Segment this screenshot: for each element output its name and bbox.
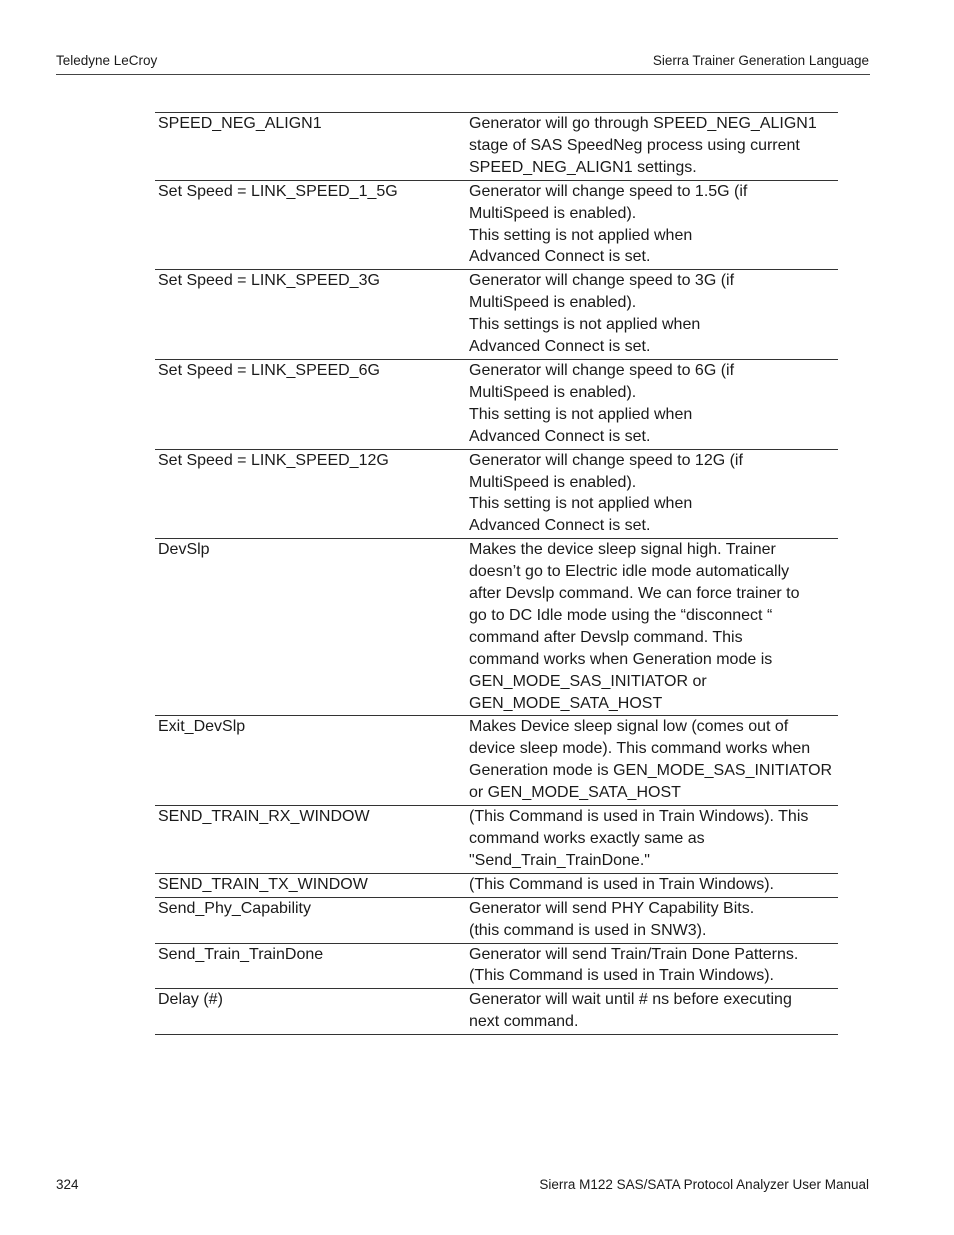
table-row bbox=[155, 897, 838, 943]
description-line: MultiSpeed is enabled). bbox=[469, 294, 637, 312]
description-line: This setting is not applied when bbox=[469, 405, 693, 423]
description-line: command works exactly same as bbox=[469, 830, 705, 847]
description-line: after Devslp command. We can force trainer to bbox=[469, 585, 800, 603]
table-row bbox=[155, 539, 838, 716]
description-cell bbox=[466, 989, 838, 1035]
command-cell: Send_Train_TrainDone bbox=[155, 943, 466, 989]
description-line: Generation mode is GEN_MODE_SAS_INITIATOR bbox=[469, 762, 833, 780]
description-line: command after Devslp command. This bbox=[469, 628, 743, 646]
command-table bbox=[155, 112, 838, 1035]
command-cell: SPEED_NEG_ALIGN1 bbox=[155, 113, 466, 181]
description-line: go to DC Idle mode using the “disconnect “ bbox=[469, 606, 773, 624]
manual-title: Sierra M122 SAS/SATA Protocol Analyzer User Manual bbox=[539, 1177, 869, 1192]
table-row bbox=[155, 180, 838, 270]
description-line: MultiSpeed is enabled). bbox=[469, 473, 637, 491]
description-cell bbox=[466, 873, 838, 897]
command-cell: Delay (#) bbox=[155, 989, 466, 1035]
description-line: Generator will go through SPEED_NEG_ALIGN1 bbox=[469, 115, 817, 132]
description-line: Advanced Connect is set. bbox=[469, 248, 651, 266]
description-line: SPEED_NEG_ALIGN1 settings. bbox=[469, 158, 697, 176]
command-table-body bbox=[155, 113, 838, 1035]
description-cell bbox=[466, 113, 838, 181]
description-cell bbox=[466, 180, 838, 270]
description-line: device sleep mode). This command works when bbox=[469, 740, 811, 758]
description-line: "Send_Train_TrainDone." bbox=[469, 851, 650, 869]
description-line: This setting is not applied when bbox=[469, 495, 693, 513]
description-line: Generator will change speed to 12G (if bbox=[469, 451, 743, 469]
description-line: GEN_MODE_SAS_INITIATOR or bbox=[469, 672, 707, 690]
table-row bbox=[155, 113, 838, 181]
description-cell bbox=[466, 897, 838, 943]
table-row bbox=[155, 943, 838, 989]
description-line: Generator will change speed to 1.5G (if bbox=[469, 182, 748, 200]
description-line: Generator will send PHY Capability Bits. bbox=[469, 899, 755, 917]
description-cell bbox=[466, 270, 838, 360]
command-cell: Set Speed = LINK_SPEED_3G bbox=[155, 270, 466, 360]
description-line: or GEN_MODE_SATA_HOST bbox=[469, 784, 681, 802]
table-row bbox=[155, 449, 838, 539]
description-line: doesn’t go to Electric idle mode automatically bbox=[469, 563, 790, 581]
description-line: Makes Device sleep signal low (comes out of bbox=[469, 718, 789, 736]
description-line: MultiSpeed is enabled). bbox=[469, 204, 637, 222]
header-section-title: Sierra Trainer Generation Language bbox=[652, 53, 869, 68]
description-cell bbox=[466, 539, 838, 716]
table-row bbox=[155, 806, 838, 874]
description-line: command works when Generation mode is bbox=[469, 650, 773, 668]
description-line: (This Command is used in Train Windows). bbox=[469, 967, 774, 985]
description-cell bbox=[466, 449, 838, 539]
table-row bbox=[155, 989, 838, 1035]
description-line: Advanced Connect is set. bbox=[469, 338, 651, 356]
description-line: Generator will send Train/Train Done Patterns. bbox=[469, 945, 799, 963]
description-line: Advanced Connect is set. bbox=[469, 427, 651, 445]
description-line: MultiSpeed is enabled). bbox=[469, 383, 637, 401]
command-cell: SEND_TRAIN_TX_WINDOW bbox=[155, 873, 466, 897]
command-cell: Exit_DevSlp bbox=[155, 716, 466, 806]
description-cell bbox=[466, 359, 838, 449]
command-cell: DevSlp bbox=[155, 539, 466, 716]
description-line: stage of SAS SpeedNeg process using current bbox=[469, 136, 800, 154]
description-line: (This Command is used in Train Windows). bbox=[469, 875, 774, 893]
header-divider bbox=[56, 74, 870, 75]
command-cell: Set Speed = LINK_SPEED_1_5G bbox=[155, 180, 466, 270]
header-company: Teledyne LeCroy bbox=[56, 53, 158, 68]
page-number: 324 bbox=[56, 1177, 79, 1192]
table-row bbox=[155, 359, 838, 449]
command-cell: Set Speed = LINK_SPEED_12G bbox=[155, 449, 466, 539]
description-line: (This Command is used in Train Windows). This bbox=[469, 808, 809, 826]
command-cell: Set Speed = LINK_SPEED_6G bbox=[155, 359, 466, 449]
description-line: Advanced Connect is set. bbox=[469, 517, 651, 535]
description-cell bbox=[466, 806, 838, 874]
description-line: This settings is not applied when bbox=[469, 316, 701, 334]
description-cell bbox=[466, 943, 838, 989]
table-row bbox=[155, 716, 838, 806]
description-cell bbox=[466, 716, 838, 806]
table-row bbox=[155, 270, 838, 360]
description-line: This setting is not applied when bbox=[469, 226, 693, 244]
description-line: Generator will change speed to 3G (if bbox=[469, 272, 735, 290]
description-line: next command. bbox=[469, 1013, 579, 1031]
description-line: GEN_MODE_SATA_HOST bbox=[469, 694, 663, 712]
description-line: Generator will change speed to 6G (if bbox=[469, 361, 735, 379]
description-line: Generator will wait until # ns before executing bbox=[469, 991, 792, 1009]
command-cell: Send_Phy_Capability bbox=[155, 897, 466, 943]
description-line: (this command is used in SNW3). bbox=[469, 921, 707, 939]
description-line: Makes the device sleep signal high. Trainer bbox=[469, 541, 776, 559]
table-row bbox=[155, 873, 838, 897]
command-cell: SEND_TRAIN_RX_WINDOW bbox=[155, 806, 466, 874]
